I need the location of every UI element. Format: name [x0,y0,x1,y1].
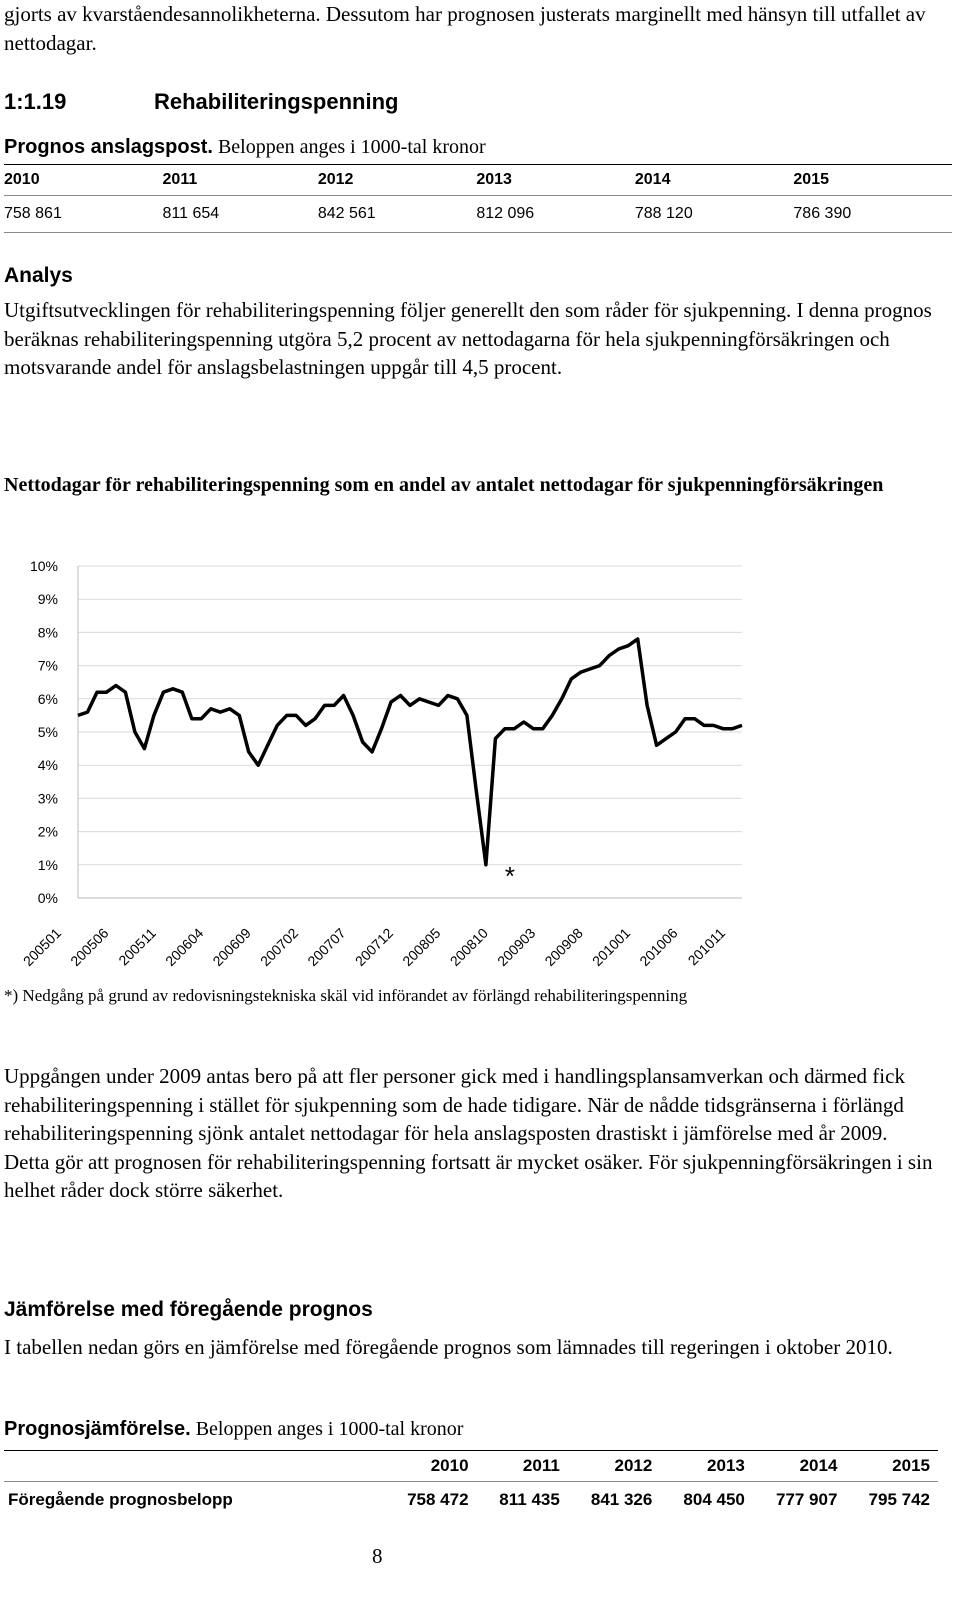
x-tick-label: 200501 [19,924,65,970]
comparison-caption-rest: Beloppen anges i 1000-tal kronor [190,1418,464,1440]
forecast-value-2010: 758 861 [4,196,163,233]
comparison-table-row [4,1482,938,1519]
x-tick-label: 200707 [304,924,349,970]
forecast-header-2011: 2011 [163,165,318,196]
comparison-header-2014: 2014 [753,1451,846,1482]
chart-series [78,639,742,865]
forecast-header-2014: 2014 [635,165,794,196]
chart-annotation-asterisk: * [504,860,515,891]
comparison-value-2010: 758 472 [407,1490,469,1509]
comparison-header-empty [4,1451,384,1482]
section-title: Rehabiliteringspenning [154,89,399,114]
x-tick-label: 200511 [115,924,159,969]
y-tick-label: 8% [37,624,58,641]
section-number: 1:1.19 [4,89,67,114]
chart-y-ticks [30,558,58,906]
x-tick-label: 200604 [162,924,207,970]
explanation-paragraph: Uppgången under 2009 antas bero på att fler personer gick med i handlingsplansamverkan och därmed fick rehabiliteringspenning i stället för sjukpenning som de hade tidigare. När de nådde tidsgränserna i förlängd rehabiliteringspenning sjönk antalet nettodagar för hela anslagsposten drastiskt i jämförelse med år 2009. Detta gör att prognosen för rehabiliteringspenning fortsatt är mycket osäker. För sjukpenningförsäkringen i sin helhet råder dock större säkerhet. [4,1064,933,1202]
y-tick-label: 0% [37,890,58,906]
forecast-header-2010: 2010 [4,165,163,196]
comparison-header-2010: 2010 [384,1451,477,1482]
analysis-heading: Analys [4,264,73,287]
forecast-table-caption [4,136,486,159]
line-chart [0,548,760,978]
x-tick-label: 201006 [636,924,681,970]
forecast-value-2015: 786 390 [793,196,952,233]
chart-x-ticks [20,925,728,969]
comparison-value-2012: 841 326 [590,1490,653,1509]
chart-title: Nettodagar för rehabiliteringspenning som en andel av antalet nettodagar för sjukpenningförsäkringen [4,474,884,496]
section-heading [4,89,398,115]
y-tick-label: 4% [37,757,58,774]
forecast-value-2012: 842 561 [318,196,477,233]
x-tick-label: 200908 [541,924,586,970]
comparison-value-2014: 777 907 [775,1490,838,1509]
y-tick-label: 9% [37,591,58,608]
x-tick-label: 200810 [446,924,491,970]
y-tick-label: 5% [37,724,58,740]
comparison-value-2013: 804 450 [683,1490,745,1509]
forecast-table-header-row [4,165,952,196]
chart-footnote: *) Nedgång på grund av redovisningstekniska skäl vid införandet av förlängd rehabiliteringspenning [4,986,688,1005]
comparison-header-2013: 2013 [660,1451,753,1482]
intro-paragraph: gjorts av kvarståendesannolikheterna. Dessutom har prognosen justerats marginellt med hänsyn till utfallet av nettodagar. [4,2,926,55]
x-tick-label: 201011 [684,924,729,969]
comparison-value-2015: 795 742 [868,1490,930,1509]
comparison-row-label: Föregående prognosbelopp [8,1490,233,1509]
x-tick-label: 200712 [351,924,397,970]
forecast-caption-bold: Prognos anslagspost. [4,136,213,158]
comparison-heading: Jämförelse med föregående prognos [4,1298,373,1321]
comparison-header-2015: 2015 [845,1451,938,1482]
x-tick-label: 201001 [588,924,634,970]
forecast-caption-rest: Beloppen anges i 1000-tal kronor [212,136,486,158]
comparison-value-2011: 811 435 [499,1490,560,1509]
x-tick-label: 200702 [256,924,302,970]
page-number: 8 [372,1544,383,1568]
y-tick-label: 3% [37,790,58,807]
y-tick-label: 2% [37,823,58,840]
forecast-value-2013: 812 096 [476,196,635,233]
forecast-header-2013: 2013 [476,165,635,196]
y-tick-label: 10% [29,558,58,574]
x-tick-label: 200903 [494,924,539,970]
forecast-table [4,164,952,233]
comparison-paragraph: I tabellen nedan görs en jämförelse med föregående prognos som lämnades till regeringen i oktober 2010. [4,1335,893,1359]
y-tick-label: 7% [37,657,58,674]
chart-gridlines [78,566,742,898]
comparison-table [4,1450,938,1518]
forecast-value-2014: 788 120 [635,196,794,233]
forecast-header-2015: 2015 [793,165,952,196]
forecast-table-row [4,196,952,233]
comparison-table-caption [4,1418,463,1441]
x-tick-label: 200805 [399,924,444,970]
forecast-header-2012: 2012 [318,165,477,196]
forecast-value-2011: 811 654 [163,196,318,233]
series-line [78,639,742,865]
comparison-header-2011: 2011 [477,1451,568,1482]
analysis-paragraph: Utgiftsutvecklingen för rehabiliteringspenning följer generellt den som råder för sjukpenning. I denna prognos beräknas rehabiliteringspenning utgöra 5,2 procent av nettodagarna för hela sjukpenningförsäkringen och motsvarande andel för anslagsbelastningen uppgår till 4,5 procent. [4,298,932,379]
comparison-header-2012: 2012 [568,1451,661,1482]
comparison-table-header-row [4,1451,938,1482]
y-tick-label: 1% [37,856,58,873]
x-tick-label: 200609 [209,924,254,970]
y-tick-label: 6% [37,690,58,707]
x-tick-label: 200506 [67,924,112,970]
comparison-caption-bold: Prognosjämförelse. [4,1418,191,1440]
